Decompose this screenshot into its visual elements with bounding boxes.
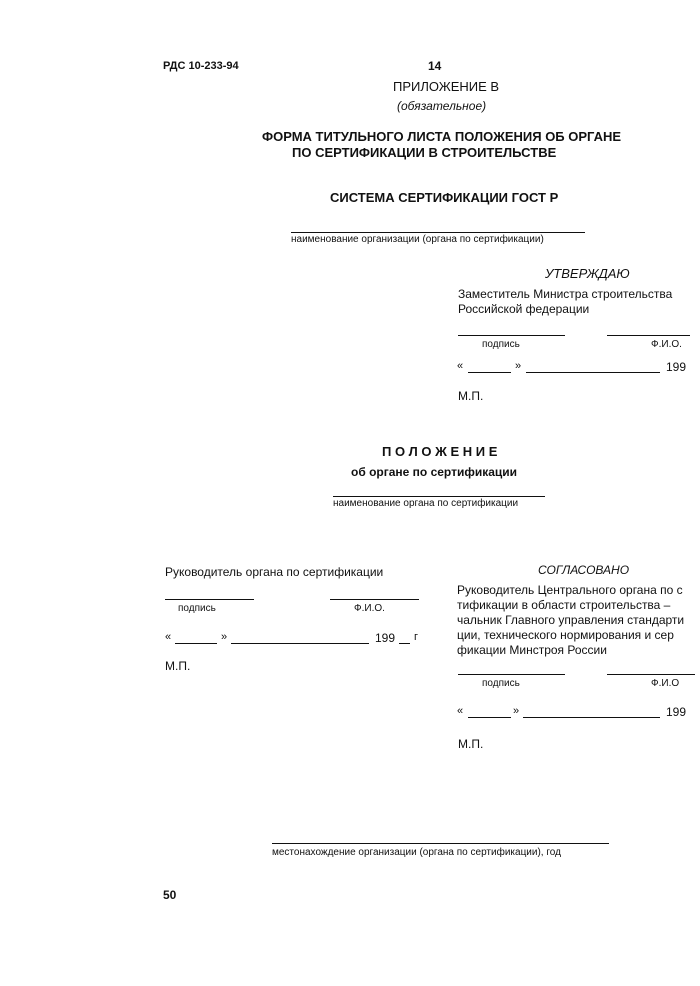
agreed-date-close-quote: » [513,705,520,717]
page-number-top: 14 [428,59,442,73]
approve-date-close-quote: » [515,360,522,372]
document-code: РДС 10-233-94 [163,60,239,72]
agreed-title: СОГЛАСОВАНО [538,563,630,577]
agreed-position-line-5: фикации Минстроя России [457,643,607,657]
organization-name-line [291,232,585,233]
head-left-fio-line [330,599,419,600]
head-left-stamp: М.П. [165,659,191,673]
approve-month-line [526,372,660,373]
approve-date-open-quote: « [457,360,464,372]
approve-fio-caption: Ф.И.О. [651,339,682,350]
approve-signature-line [458,335,565,336]
regulation-name-caption: наименование органа по сертификации [333,498,519,509]
agreed-month-line [523,717,660,718]
approve-day-line [468,372,511,373]
agreed-stamp: М.П. [458,737,484,751]
agreed-position-line-1: Руководитель Центрального органа по с [457,583,683,597]
head-left-year: 199 [375,631,396,645]
agreed-signature-line [458,674,565,675]
head-left-day-line [175,643,217,644]
approve-signature-caption: подпись [482,339,520,350]
head-left-fio-caption: Ф.И.О. [354,603,385,614]
location-caption: местонахождение организации (органа по сертификации), год [272,847,561,858]
head-left-title: Руководитель органа по сертификации [165,565,384,579]
page-number-bottom: 50 [163,888,177,902]
appendix-status: (обязательное) [397,99,487,113]
approve-fio-line [607,335,690,336]
agreed-date-open-quote: « [457,705,464,717]
regulation-subtitle: об органе по сертификации [351,465,518,479]
approve-year: 199 [666,360,687,374]
approve-position-line-2: Российской федерации [458,302,590,316]
head-left-date-close-quote: » [221,631,228,643]
appendix-title: ПРИЛОЖЕНИЕ В [393,79,500,94]
approve-position-line-1: Заместитель Министра строительства [458,287,673,301]
agreed-fio-line [607,674,695,675]
form-title-line-2: ПО СЕРТИФИКАЦИИ В СТРОИТЕЛЬСТВЕ [292,145,557,160]
agreed-fio-caption: Ф.И.О [651,678,680,689]
form-title-line-1: ФОРМА ТИТУЛЬНОГО ЛИСТА ПОЛОЖЕНИЯ ОБ ОРГАНЕ [262,129,622,144]
approve-stamp: М.П. [458,389,484,403]
agreed-position-line-2: тификации в области строительства – [457,598,671,612]
agreed-position-line-4: ции, технического нормирования и сер [457,628,674,642]
regulation-name-line [333,496,545,497]
agreed-year: 199 [666,705,687,719]
regulation-title: П О Л О Ж Е Н И Е [382,444,498,459]
agreed-day-line [468,717,511,718]
approve-title: УТВЕРЖДАЮ [545,266,630,281]
organization-name-caption: наименование организации (органа по сертификации) [291,234,544,245]
system-name: СИСТЕМА СЕРТИФИКАЦИИ ГОСТ Р [330,190,559,205]
head-left-year-line [399,643,410,644]
head-left-month-line [231,643,369,644]
agreed-signature-caption: подпись [482,678,520,689]
head-left-date-open-quote: « [165,631,172,643]
agreed-position-line-3: чальник Главного управления стандарти [457,613,685,627]
head-left-signature-line [165,599,254,600]
head-left-year-suffix: г [414,631,419,643]
head-left-signature-caption: подпись [178,603,216,614]
location-line [272,843,609,844]
